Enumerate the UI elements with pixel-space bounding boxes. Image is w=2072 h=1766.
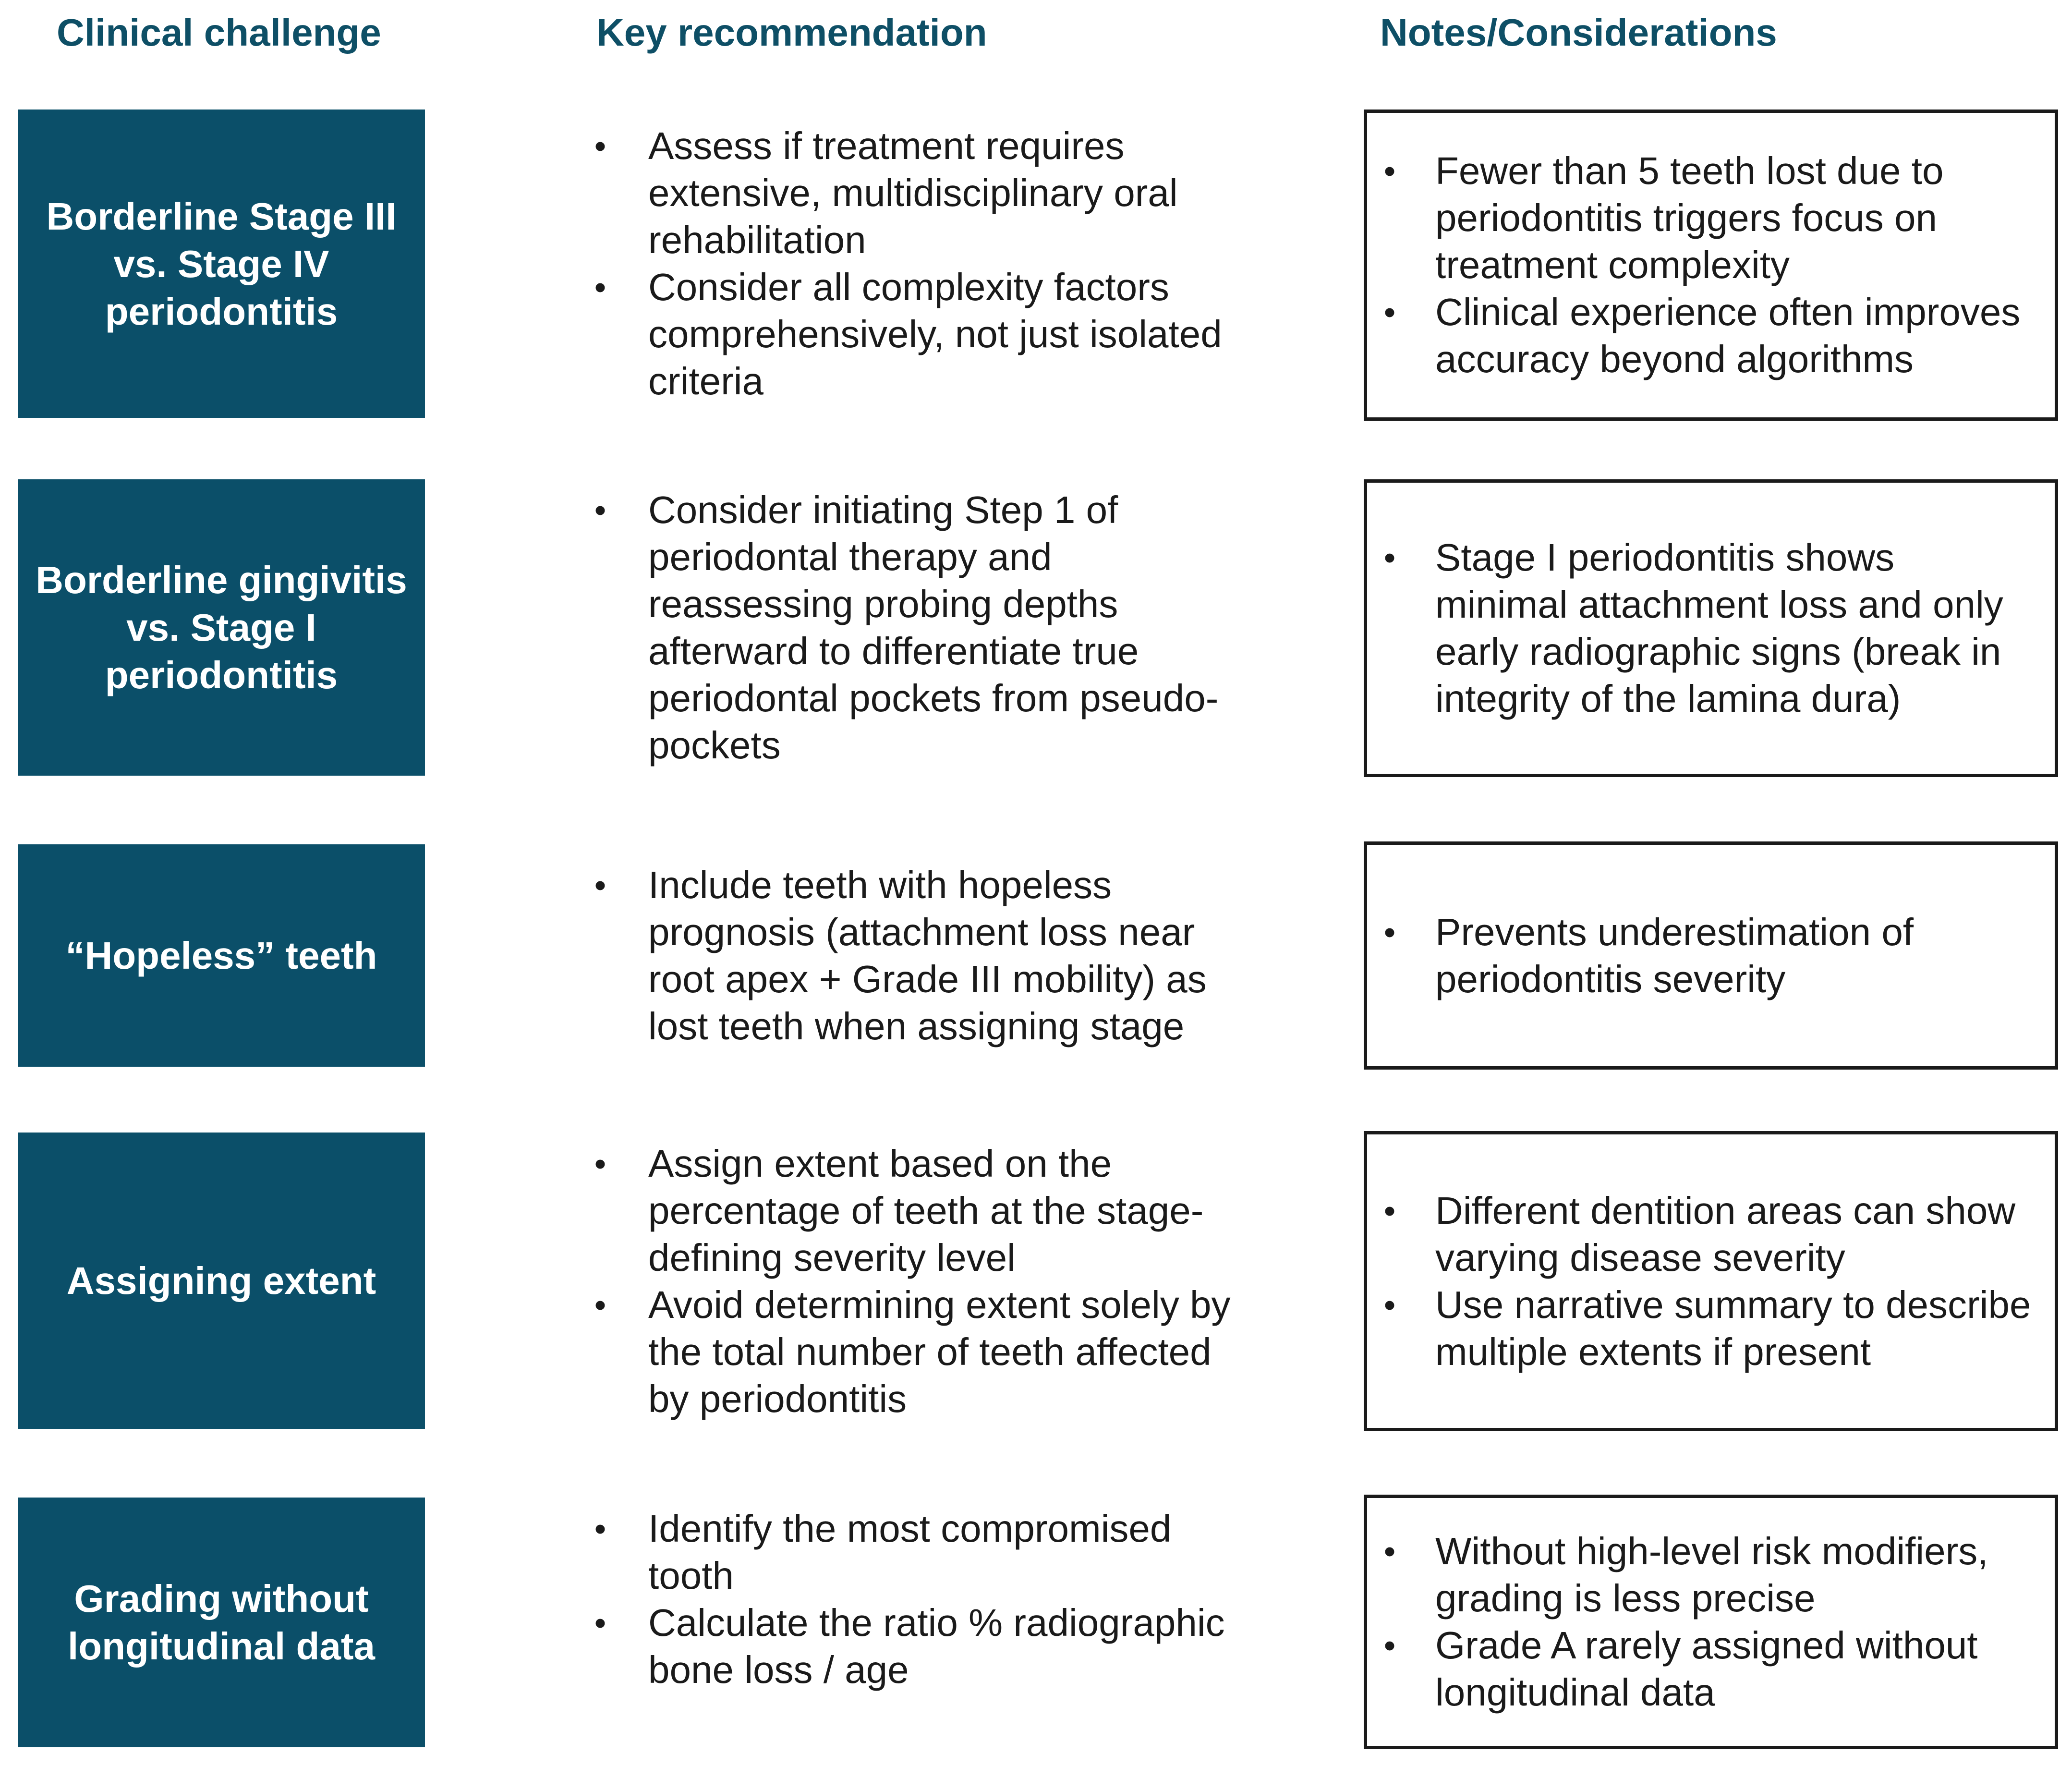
recommendation-item: • Include teeth with hopeless prognosis (attachment loss near root apex + Grade III mobility) as lost teeth when assigning stage bbox=[593, 862, 1236, 1050]
recommendation-list bbox=[593, 121, 1236, 406]
recommendation-list bbox=[593, 485, 1236, 770]
note-item: • Clinical experience often improves accuracy beyond algorithms bbox=[1367, 289, 2036, 383]
notes-box bbox=[1364, 110, 2058, 421]
header-key-recommendation: Key recommendation bbox=[596, 11, 987, 54]
recommendation-item: • Identify the most compromised tooth bbox=[593, 1505, 1236, 1599]
notes-box bbox=[1364, 1495, 2058, 1749]
header-notes-considerations: Notes/Considerations bbox=[1380, 11, 1777, 54]
recommendation-item: • Assign extent based on the percentage of teeth at the stage-defining severity level bbox=[593, 1140, 1236, 1281]
note-item: • Fewer than 5 teeth lost due to periodontitis triggers focus on treatment complexity bbox=[1367, 147, 2036, 289]
challenge-box bbox=[18, 844, 425, 1067]
recommendation-item: • Calculate the ratio % radiographic bone loss / age bbox=[593, 1599, 1236, 1693]
challenge-label: Borderline Stage III vs. Stage IV periodontitis bbox=[46, 195, 397, 333]
recommendation-item: • Consider all complexity factors comprehensively, not just isolated criteria bbox=[593, 264, 1236, 405]
challenge-label: “Hopeless” teeth bbox=[65, 934, 377, 977]
recommendation-list bbox=[593, 1139, 1236, 1424]
note-item: • Different dentition areas can show varying disease severity bbox=[1367, 1187, 2036, 1281]
recommendation-list bbox=[593, 1503, 1236, 1695]
note-item: • Without high-level risk modifiers, grading is less precise bbox=[1367, 1528, 2036, 1622]
challenge-box bbox=[18, 110, 425, 418]
notes-box bbox=[1364, 841, 2058, 1070]
note-item: • Use narrative summary to describe multiple extents if present bbox=[1367, 1281, 2036, 1376]
note-item: • Stage I periodontitis shows minimal attachment loss and only early radiographic signs (break in integrity of the lamina dura) bbox=[1367, 534, 2036, 722]
recommendation-item: • Consider initiating Step 1 of periodontal therapy and reassessing probing depths afterward to differentiate true periodontal pockets from pseudo-pockets bbox=[593, 487, 1236, 769]
notes-box bbox=[1364, 479, 2058, 777]
challenge-label: Grading without longitudinal data bbox=[68, 1577, 375, 1668]
header-clinical-challenge: Clinical challenge bbox=[57, 11, 381, 54]
challenge-box bbox=[18, 479, 425, 776]
recommendation-list bbox=[593, 860, 1236, 1052]
challenge-label: Assigning extent bbox=[66, 1259, 376, 1302]
challenge-box bbox=[18, 1498, 425, 1747]
recommendation-item: • Avoid determining extent solely by the total number of teeth affected by periodontitis bbox=[593, 1281, 1236, 1423]
notes-box bbox=[1364, 1131, 2058, 1431]
challenge-label: Borderline gingivitis vs. Stage I periodontitis bbox=[36, 559, 407, 696]
note-item: • Grade A rarely assigned without longitudinal data bbox=[1367, 1622, 2036, 1716]
challenge-box bbox=[18, 1133, 425, 1429]
recommendation-item: • Assess if treatment requires extensive, multidisciplinary oral rehabilitation bbox=[593, 122, 1236, 264]
note-item: • Prevents underestimation of periodontitis severity bbox=[1367, 909, 2036, 1003]
